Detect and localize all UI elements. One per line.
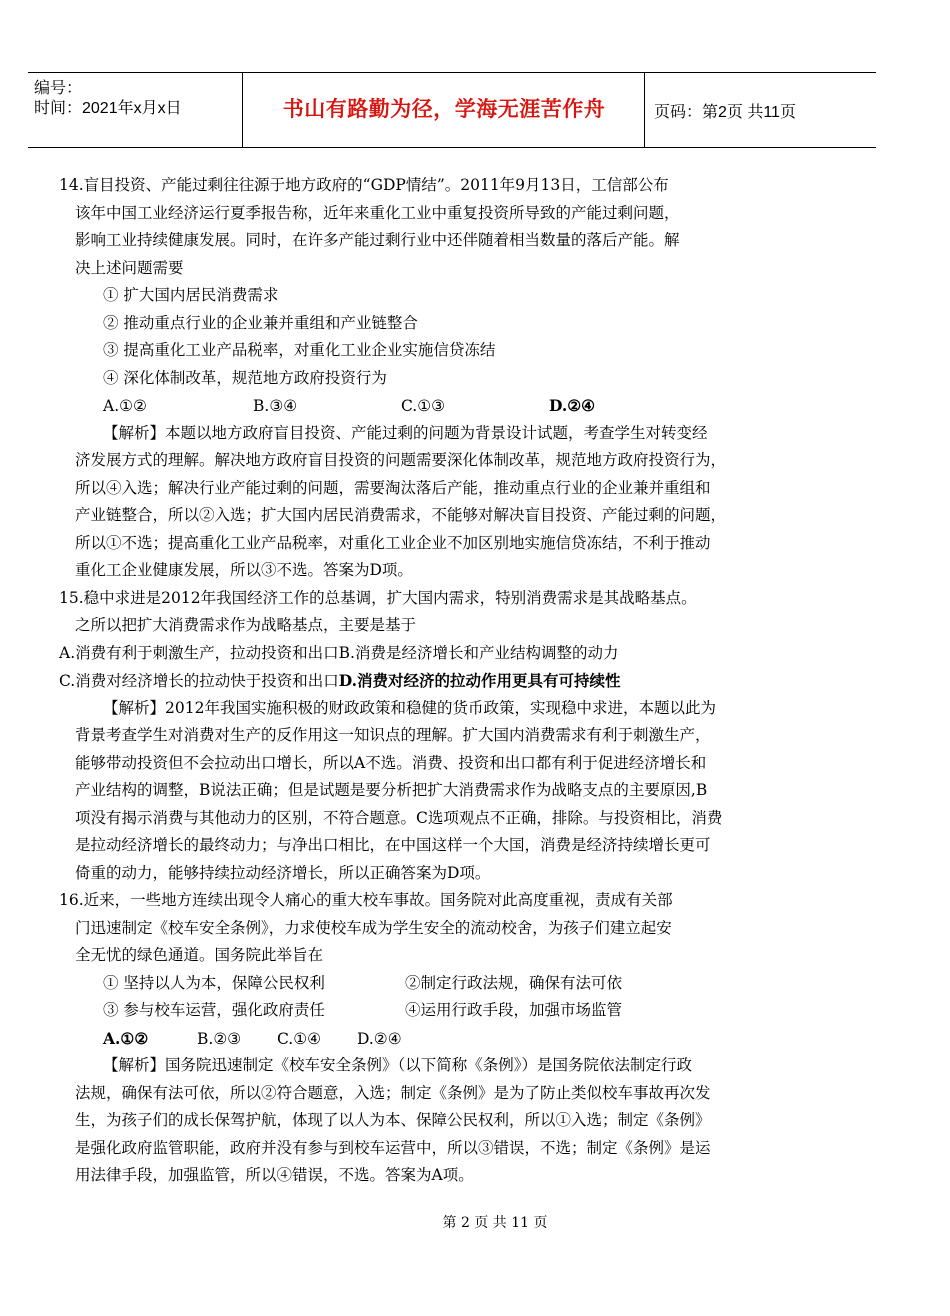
q16-option-c: C.①④ xyxy=(277,1029,322,1048)
q15-option-d: D.消费对经济的拉动作用更具有可持续性 xyxy=(338,671,621,690)
q14-stem-line: 决上述问题需要 xyxy=(75,258,184,277)
q14-item: ① 扩大国内居民消费需求 xyxy=(103,286,279,304)
q14-analysis-line: 济发展方式的理解。解决地方政府盲目投资的问题需要深化体制改革，规范地方政府投资行为， xyxy=(75,451,727,469)
q14-option-c: C.①③ xyxy=(401,397,446,415)
q16-stem-line: 全无忧的绿色通道。国务院此举旨在 xyxy=(75,946,324,964)
document-header xyxy=(28,72,876,148)
q14-option-d: D.②④ xyxy=(549,396,596,415)
header-motto: 书山有路勤为径，学海无涯苦作舟 xyxy=(282,98,606,121)
q15-analysis-line: 能够带动投资但不会拉动出口增长，所以A不选。消费、投资和出口都有利于促进经济增长和 xyxy=(75,753,707,772)
q14-option-a: A.①② xyxy=(103,397,147,415)
q16-analysis-line: 生，为孩子们的成长保驾护航，体现了以人为本、保障公民权利，所以①入选；制定《条例》 xyxy=(75,1111,711,1129)
q16-items-row xyxy=(75,997,855,1025)
q14-option-b: B.③④ xyxy=(253,397,298,415)
q14-analysis-line: 【解析】本题以地方政府盲目投资、产能过剩的问题为背景设计试题，考查学生对转变经 xyxy=(103,423,708,442)
q16-item: ③ 参与校车运营，强化政府责任 xyxy=(103,1001,325,1019)
page-footer: 第 2 页 共 11 页 xyxy=(442,1215,548,1231)
q16-item: ④运用行政手段，加强市场监管 xyxy=(405,1001,623,1019)
q16-items-row xyxy=(75,970,855,998)
q16-stem-line: 16.近来，一些地方连续出现令人痛心的重大校车事故。国务院对此高度重视，责成有关部 xyxy=(59,891,673,909)
q16-stem-line: 门迅速制定《校车安全条例》，力求使校车成为学生安全的流动校舍，为孩子们建立起安 xyxy=(75,918,672,937)
q15-stem-line: 之所以把扩大消费需求作为战略基点，主要是基于 xyxy=(75,616,417,634)
q15-option-a: A.消费有利于刺激生产，拉动投资和出口 xyxy=(59,643,339,662)
q14-stem-line: 该年中国工业经济运行夏季报告称，近年来重化工业中重复投资所导致的产能过剩问题， xyxy=(75,203,680,222)
q14-item: ④ 深化体制改革，规范地方政府投资行为 xyxy=(103,368,387,387)
q16-item: ②制定行政法规，确保有法可依 xyxy=(405,973,623,992)
q14-analysis-line: 产业链整合，所以②入选；扩大国内居民消费需求，不能够对解决盲目投资、产能过剩的问题， xyxy=(75,506,727,524)
header-page-label: 页码：第2页 共11页 xyxy=(654,104,796,121)
q16-analysis-line: 【解析】国务院迅速制定《校车安全条例》（以下简称《条例》）是国务院依法制定行政 xyxy=(103,1056,693,1074)
serial-label: 编号： xyxy=(34,80,83,97)
q16-option-a: A.①② xyxy=(103,1028,149,1048)
q14-item: ③ 提高重化工业产品税率，对重化工业企业实施信贷冻结 xyxy=(103,341,496,359)
q14-analysis-line: 所以④入选；解决行业产能过剩的问题，需要淘汰落后产能，推动重点行业的企业兼并重组和 xyxy=(75,478,711,497)
header-divider xyxy=(644,73,645,147)
q15-option-b: B.消费是经济增长和产业结构调整的动力 xyxy=(338,643,619,662)
q16-option-d: D.②④ xyxy=(357,1029,402,1048)
q16-analysis-line: 是强化政府监管职能，政府并没有参与到校车运营中，所以③错误，不选；制定《条例》是运 xyxy=(75,1138,711,1157)
document-body xyxy=(59,172,855,1190)
q15-option-c: C.消费对经济增长的拉动快于投资和出口 xyxy=(59,672,339,690)
q16-item: ① 坚持以人为本，保障公民权利 xyxy=(103,973,325,992)
q14-item: ② 推动重点行业的企业兼并重组和产业链整合 xyxy=(103,313,418,332)
q15-options-row xyxy=(59,667,855,695)
q15-analysis-line: 产业结构的调整，B说法正确；但是试题是要分析把扩大消费需求作为战略支点的主要原因,B xyxy=(75,781,708,799)
header-divider xyxy=(242,73,243,147)
q16-analysis-line: 用法律手段，加强监管，所以④错误，不选。答案为A项。 xyxy=(75,1166,474,1184)
header-meta xyxy=(34,79,182,119)
time-label: 时间：2021年x月x日 xyxy=(34,100,182,117)
q15-stem-line: 15.稳中求进是2012年我国经济工作的总基调，扩大国内需求，特别消费需求是其战略基点。 xyxy=(59,588,697,607)
q16-options xyxy=(75,1025,855,1053)
q15-analysis-line: 项没有揭示消费与其他动力的区别，不符合题意。C选项观点不正确，排除。与投资相比，消费 xyxy=(75,808,723,827)
q15-analysis-line: 【解析】2012年我国实施积极的财政政策和稳健的货币政策，实现稳中求进，本题以此为 xyxy=(103,698,716,717)
q15-analysis-line: 是拉动经济增长的最终动力；与净出口相比，在中国这样一个大国，消费是经济持续增长更可 xyxy=(75,836,711,854)
q14-options xyxy=(75,392,855,420)
q16-analysis-line: 法规，确保有法可依，所以②符合题意，入选；制定《条例》是为了防止类似校车事故再次发 xyxy=(75,1083,711,1102)
q15-analysis-line: 背景考查学生对消费对生产的反作用这一知识点的理解。扩大国内消费需求有利于刺激生产， xyxy=(75,726,711,744)
q15-options-row xyxy=(59,640,855,668)
q14-analysis-line: 所以①不选；提高重化工业产品税率，对重化工业企业不加区别地实施信贷冻结，不利于推动 xyxy=(75,533,711,552)
q14-stem-line: 14.盲目投资、产能过剩往往源于地方政府的“GDP情结”。2011年9月13日，工信部公布 xyxy=(59,176,669,194)
q14-stem-line: 影响工业持续健康发展。同时，在许多产能过剩行业中还伴随着相当数量的落后产能。解 xyxy=(75,231,680,249)
q15-analysis-line: 倚重的动力，能够持续拉动经济增长，所以正确答案为D项。 xyxy=(75,863,491,882)
q14-analysis-line: 重化工企业健康发展，所以③不选。答案为D项。 xyxy=(75,561,413,579)
q16-option-b: B.②③ xyxy=(197,1029,242,1048)
